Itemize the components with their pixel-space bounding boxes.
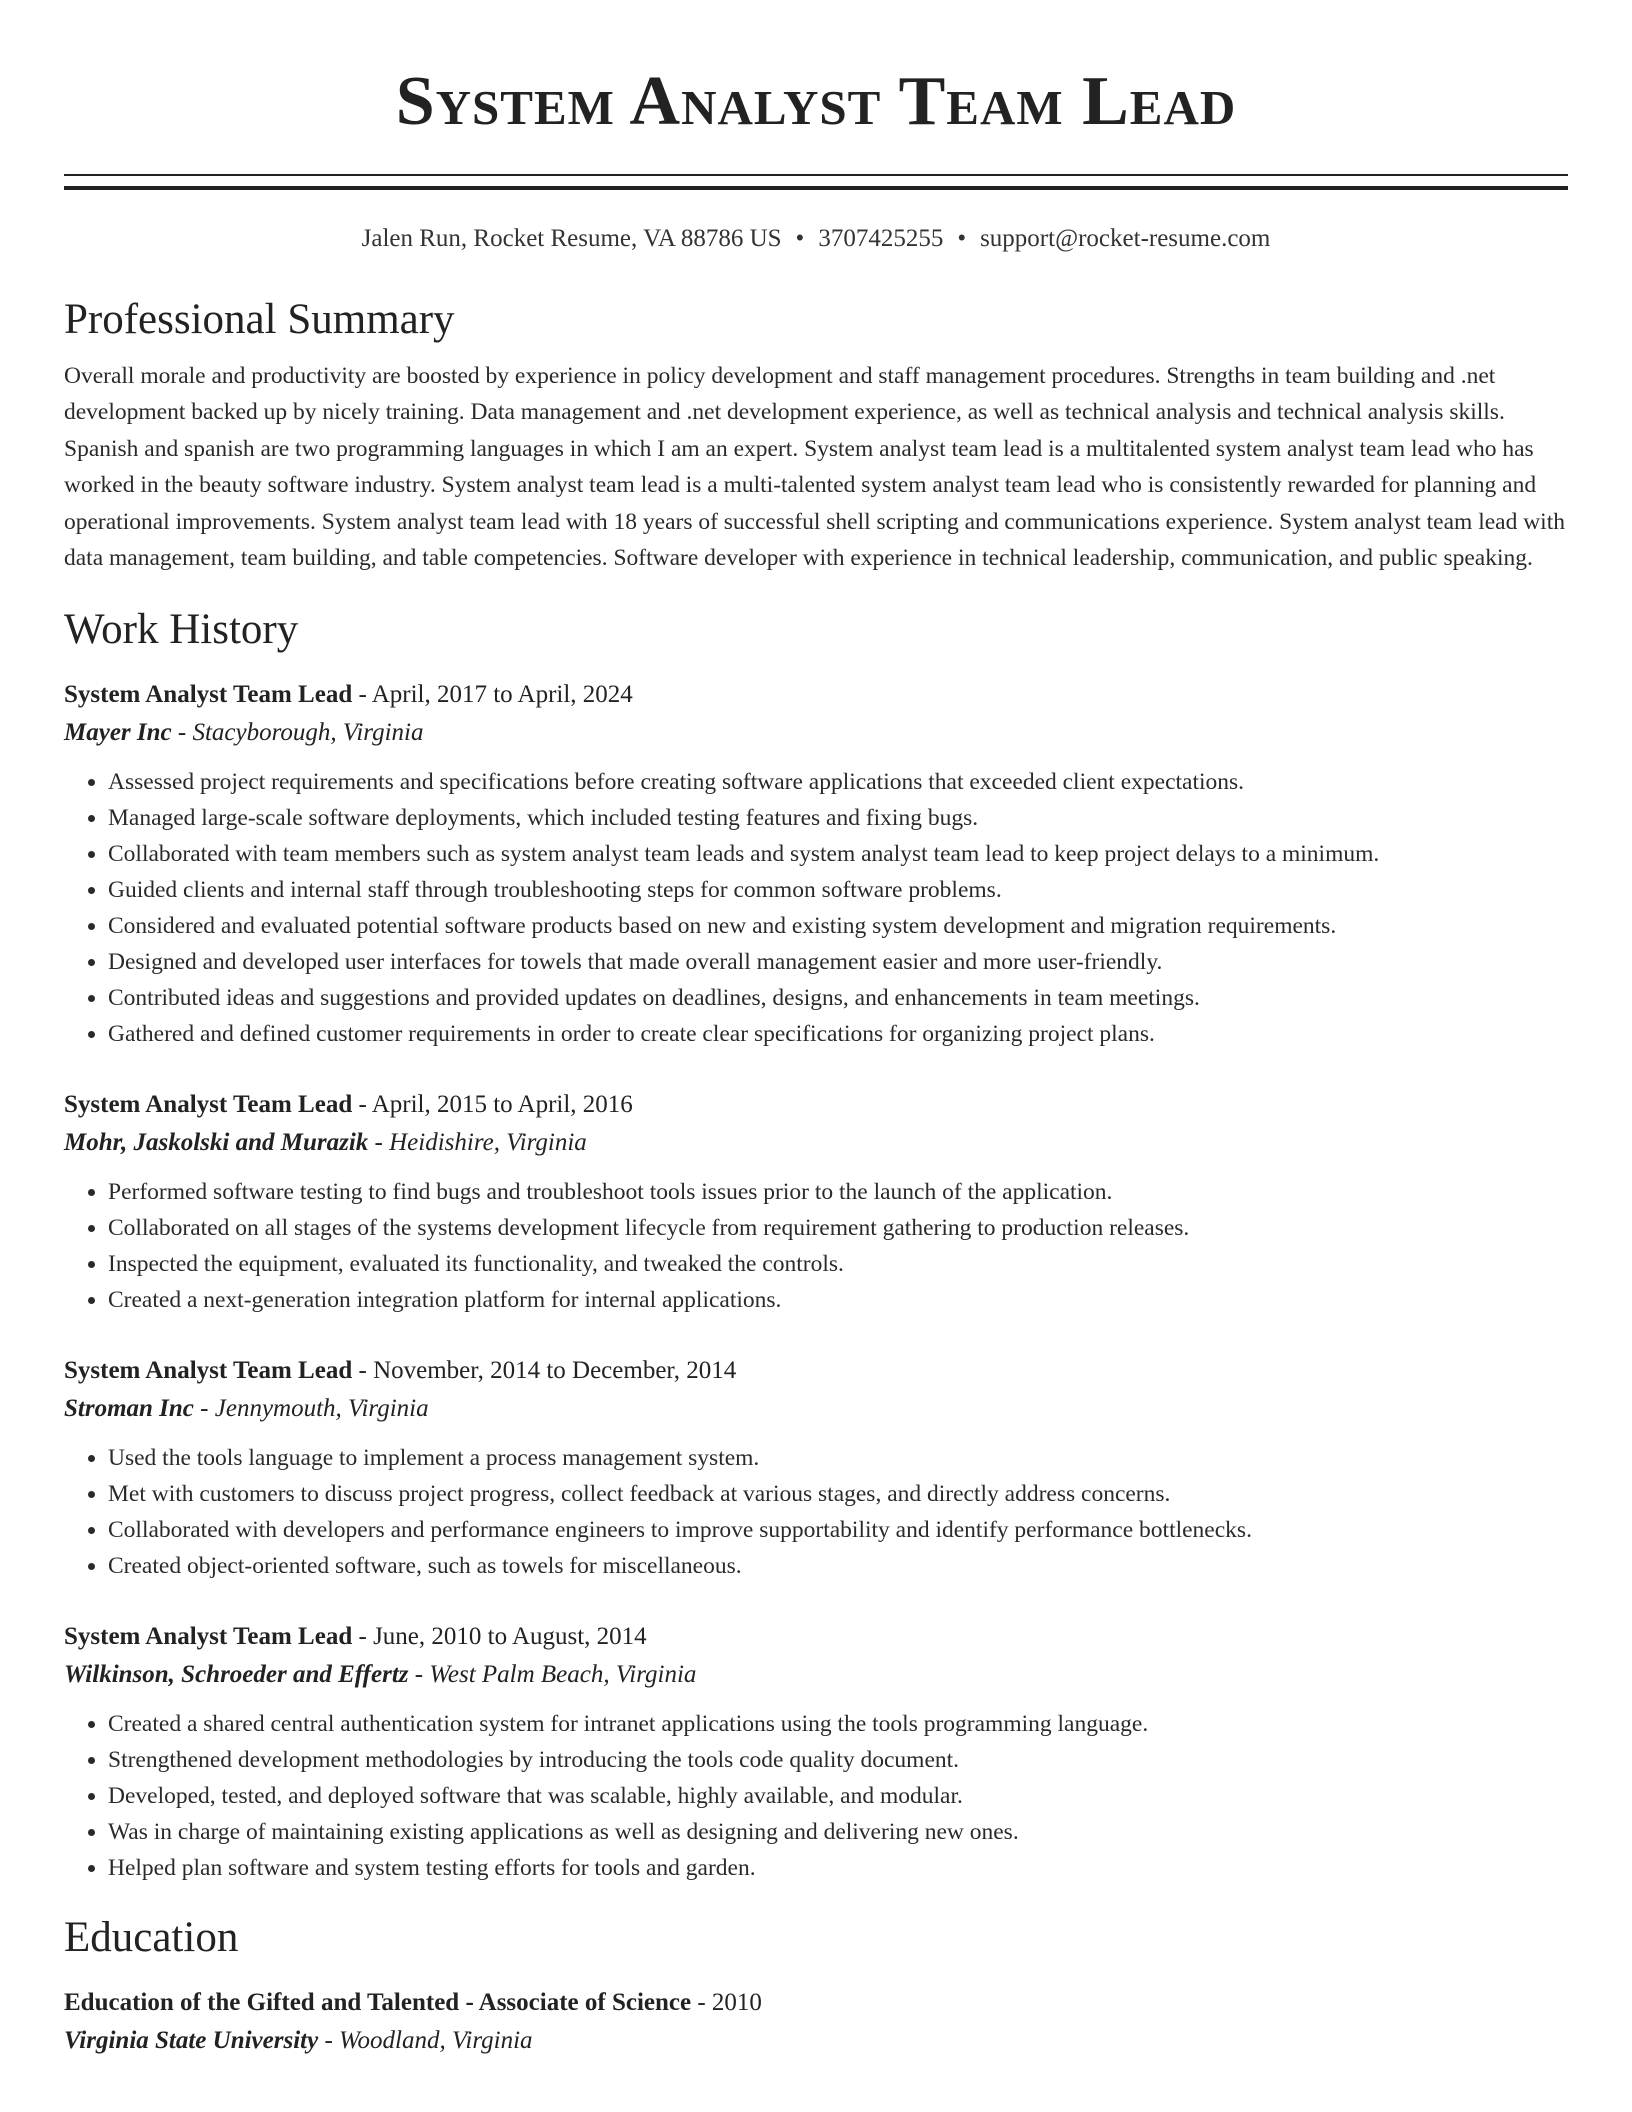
work-history-heading: Work History: [64, 606, 299, 654]
job-bullet: • Used the tools language to implement a process management system.: [108, 1440, 1568, 1476]
job-header: System Analyst Team Lead - April, 2017 to April, 2024: [64, 681, 633, 709]
job-employer: Wilkinson, Schroeder and Effertz - West Palm Beach, Virginia: [64, 1661, 697, 1689]
job-employer: Mayer Inc - Stacyborough, Virginia: [64, 719, 424, 747]
education-institution: Virginia State University - Woodland, Virginia: [64, 2027, 533, 2055]
education-degree: Education of the Gifted and Talented - Associate of Science: [64, 1989, 692, 2017]
contact-separator: •: [795, 225, 805, 252]
job-bullet: • Designed and developed user interfaces for towels that made overall management easier and more user-friendly.: [108, 944, 1568, 980]
resume-title: System Analyst Team Lead: [395, 63, 1237, 140]
job-company: Mayer Inc: [64, 719, 172, 747]
job-bullets: [64, 1440, 1568, 1584]
job-bullet: • Developed, tested, and deployed software that was scalable, highly available, and modular.: [108, 1778, 1568, 1814]
contact-email: support@rocket-resume.com: [980, 225, 1271, 252]
job-employer: Mohr, Jaskolski and Murazik - Heidishire, Virginia: [64, 1129, 587, 1157]
job-bullet: • Was in charge of maintaining existing applications as well as designing and delivering new ones.: [108, 1814, 1568, 1850]
job-bullet: • Performed software testing to find bugs and troubleshoot tools issues prior to the launch of the application.: [108, 1174, 1568, 1210]
education-entry: [64, 1984, 1568, 2060]
job-role: System Analyst Team Lead: [64, 1091, 353, 1119]
job-location: Jennymouth, Virginia: [214, 1395, 429, 1423]
education-header: Education of the Gifted and Talented - Associate of Science - 2010: [64, 1989, 762, 2017]
contact-address: Jalen Run, Rocket Resume, VA 88786 US: [361, 225, 782, 252]
job-role: System Analyst Team Lead: [64, 1357, 353, 1385]
job-entry: [64, 1086, 1568, 1318]
education-location: Woodland, Virginia: [339, 2027, 533, 2055]
job-bullet: • Created a next-generation integration platform for internal applications.: [108, 1282, 1568, 1318]
job-company: Stroman Inc: [64, 1395, 194, 1423]
job-bullet: • Collaborated with team members such as system analyst team leads and system analyst team lead to keep project delays to a minimum.: [108, 836, 1568, 872]
job-header: System Analyst Team Lead - November, 2014 to December, 2014: [64, 1357, 737, 1385]
job-employer: Stroman Inc - Jennymouth, Virginia: [64, 1395, 429, 1423]
job-bullets: [64, 1174, 1568, 1318]
job-company: Wilkinson, Schroeder and Effertz: [64, 1661, 409, 1689]
job-bullet: • Assessed project requirements and specifications before creating software applications that exceeded client expectations.: [108, 764, 1568, 800]
job-bullet: • Created object-oriented software, such as towels for miscellaneous.: [108, 1548, 1568, 1584]
job-bullet: • Collaborated with developers and performance engineers to improve supportability and identify performance bottlenecks.: [108, 1512, 1568, 1548]
job-bullets: [64, 764, 1568, 1052]
summary-text: Overall morale and productivity are boosted by experience in policy development and staff management procedures. Strengths in team building and .net development backed up by nicely training. Data management and .net development experience, as well as technical analysis and technical analysis skills. Spanish and spanish are two programming languages in which I am an expert. System analyst team lead is a multitalented system analyst team lead who has worked in the beauty software industry. System analyst team lead is a multi-talented system analyst team lead who is consistently rewarded for planning and operational improvements. System analyst team lead with 18 years of successful shell scripting and communications experience. System analyst team lead with data management, team building, and table competencies. Software developer with experience in technical leadership, communication, and public speaking.: [64, 363, 1565, 572]
job-dates: April, 2017 to April, 2024: [371, 681, 633, 709]
job-dates: April, 2015 to April, 2016: [371, 1091, 633, 1119]
job-bullet: • Inspected the equipment, evaluated its functionality, and tweaked the controls.: [108, 1246, 1568, 1282]
job-entry: [64, 1618, 1568, 1886]
job-bullet: • Gathered and defined customer requirements in order to create clear specifications for organizing project plans.: [108, 1016, 1568, 1052]
job-entry: [64, 676, 1568, 1052]
job-bullet: • Strengthened development methodologies by introducing the tools code quality document.: [108, 1742, 1568, 1778]
job-bullet: • Helped plan software and system testing efforts for tools and garden.: [108, 1850, 1568, 1886]
job-company: Mohr, Jaskolski and Murazik: [64, 1129, 369, 1157]
job-bullet: • Created a shared central authentication system for intranet applications using the tools programming language.: [108, 1706, 1568, 1742]
education-year: 2010: [711, 1989, 762, 2017]
summary-heading: Professional Summary: [64, 296, 455, 343]
job-bullet: • Met with customers to discuss project progress, collect feedback at various stages, and directly address concerns.: [108, 1476, 1568, 1512]
job-entry: [64, 1352, 1568, 1584]
job-header: System Analyst Team Lead - June, 2010 to August, 2014: [64, 1623, 647, 1651]
education-school: Virginia State University: [64, 2027, 319, 2055]
job-bullets: [64, 1706, 1568, 1886]
title-divider: [64, 174, 1568, 190]
contact-separator: •: [957, 225, 967, 252]
job-role: System Analyst Team Lead: [64, 681, 353, 709]
contact-phone: 3707425255: [818, 225, 944, 252]
education-heading: Education: [64, 1914, 239, 1962]
job-location: Heidishire, Virginia: [389, 1129, 587, 1157]
job-bullet: • Considered and evaluated potential software products based on new and existing system development and migration requirements.: [108, 908, 1568, 944]
job-dates: November, 2014 to December, 2014: [373, 1357, 737, 1385]
job-role: System Analyst Team Lead: [64, 1623, 353, 1651]
job-bullet: • Guided clients and internal staff through troubleshooting steps for common software problems.: [108, 872, 1568, 908]
job-header: System Analyst Team Lead - April, 2015 to April, 2016: [64, 1091, 633, 1119]
contact-line: [64, 224, 1568, 254]
job-bullet: • Managed large-scale software deployments, which included testing features and fixing bugs.: [108, 800, 1568, 836]
job-bullet: • Collaborated on all stages of the systems development lifecycle from requirement gathering to production releases.: [108, 1210, 1568, 1246]
job-bullet: • Contributed ideas and suggestions and provided updates on deadlines, designs, and enhancements in team meetings.: [108, 980, 1568, 1016]
job-dates: June, 2010 to August, 2014: [373, 1623, 647, 1651]
job-location: West Palm Beach, Virginia: [429, 1661, 697, 1689]
job-location: Stacyborough, Virginia: [192, 719, 424, 747]
